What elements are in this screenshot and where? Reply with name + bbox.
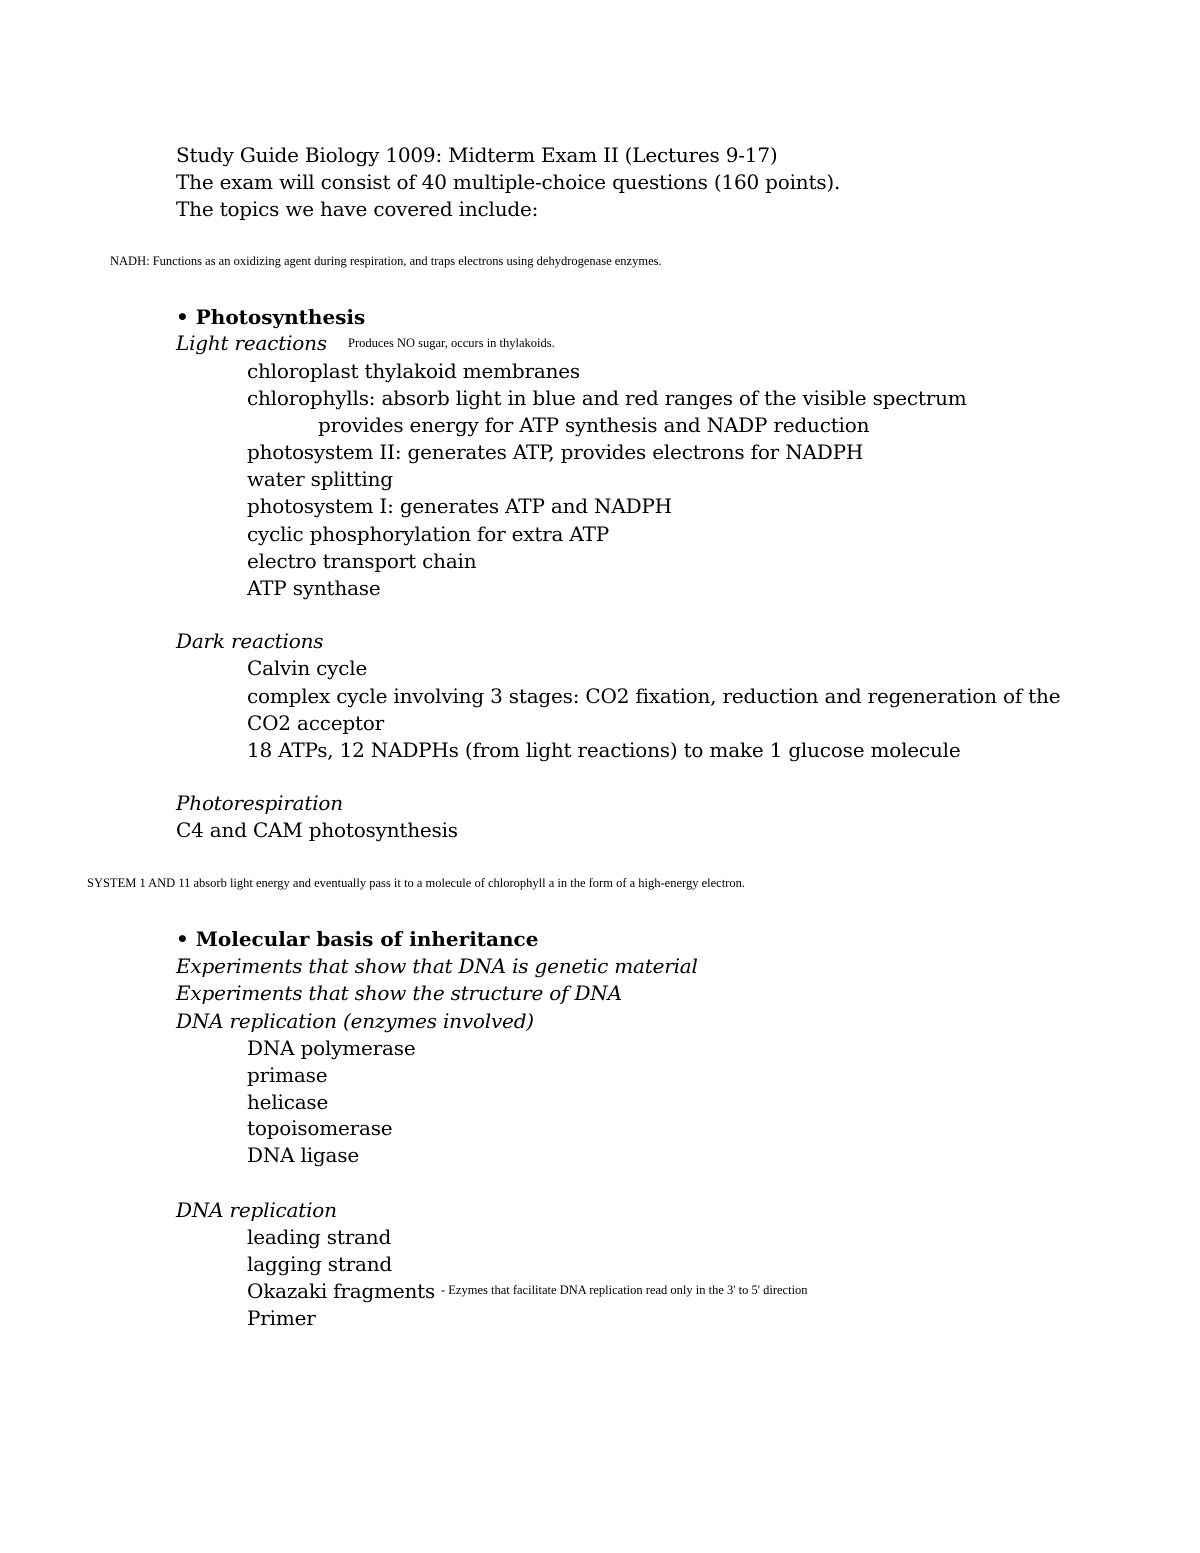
system-note: SYSTEM 1 AND 11 absorb light energy and eventually pass it to a molecule of chlorophyll a in the form of a high-energy electron.	[87, 876, 745, 890]
list-item: Primer	[247, 1306, 316, 1330]
exam-info: The exam will consist of 40 multiple-choice questions (160 points).	[176, 170, 841, 194]
dna-replication-label: DNA replication	[176, 1198, 337, 1222]
photosynthesis-heading: • Photosynthesis	[176, 305, 366, 329]
inheritance-heading: • Molecular basis of inheritance	[176, 927, 539, 951]
list-item: DNA polymerase	[247, 1036, 416, 1060]
list-item: C4 and CAM photosynthesis	[176, 818, 458, 842]
list-item: 18 ATPs, 12 NADPHs (from light reactions) to make 1 glucose molecule	[247, 738, 961, 762]
subtopic-label: Experiments that show the structure of DNA	[176, 981, 622, 1005]
list-item: DNA ligase	[247, 1143, 359, 1167]
list-item: water splitting	[247, 467, 393, 491]
subtopic-label: DNA replication (enzymes involved)	[176, 1009, 534, 1033]
light-reactions-label: Light reactions	[176, 331, 327, 355]
list-item: cyclic phosphorylation for extra ATP	[247, 522, 609, 546]
list-item: photosystem II: generates ATP, provides electrons for NADPH	[247, 440, 864, 464]
subtopic-label: Experiments that show that DNA is genetic material	[176, 954, 698, 978]
list-item: leading strand	[247, 1225, 392, 1249]
topics-intro: The topics we have covered include:	[176, 197, 539, 221]
light-reactions-note: Produces NO sugar, occurs in thylakoids.	[348, 336, 555, 350]
list-item: chlorophylls: absorb light in blue and red ranges of the visible spectrum	[247, 386, 967, 410]
list-item: complex cycle involving 3 stages: CO2 fixation, reduction and regeneration of the	[247, 684, 1061, 708]
nadh-note: NADH: Functions as an oxidizing agent during respiration, and traps electrons using dehydrogenase enzymes.	[110, 254, 662, 268]
list-item: lagging strand	[247, 1252, 393, 1276]
list-item: primase	[247, 1063, 328, 1087]
list-item: chloroplast thylakoid membranes	[247, 359, 580, 383]
list-item: provides energy for ATP synthesis and NADP reduction	[318, 413, 870, 437]
photorespiration-label: Photorespiration	[176, 791, 343, 815]
list-item: helicase	[247, 1090, 329, 1114]
dark-reactions-label: Dark reactions	[176, 629, 324, 653]
document-title: Study Guide Biology 1009: Midterm Exam II (Lectures 9-17)	[176, 143, 778, 167]
okazaki-note: - Ezymes that facilitate DNA replication read only in the 3' to 5' direction	[441, 1283, 808, 1297]
list-item: photosystem I: generates ATP and NADPH	[247, 494, 672, 518]
list-item: electro transport chain	[247, 549, 477, 573]
list-item: Calvin cycle	[247, 656, 368, 680]
list-item: ATP synthase	[247, 576, 381, 600]
list-item: topoisomerase	[247, 1116, 393, 1140]
list-item: Okazaki fragments	[247, 1279, 436, 1303]
list-item: CO2 acceptor	[247, 711, 384, 735]
